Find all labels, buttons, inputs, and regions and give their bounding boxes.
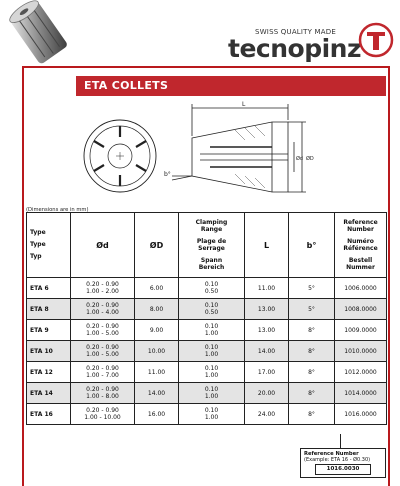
cell-D: 6.00: [135, 278, 179, 299]
tecnopinz-logo-icon: [358, 22, 394, 58]
table-row: [27, 383, 387, 404]
section-title-bar: [76, 76, 386, 96]
collet-side-view: [172, 104, 306, 192]
header-d: Ød: [71, 213, 135, 278]
label-b: b°: [164, 171, 171, 178]
table-header-row: [27, 213, 387, 278]
cell-b: 5°: [289, 278, 335, 299]
label-d: Ød: [296, 156, 304, 162]
cell-clamping-range: 0.10 0.50: [179, 278, 245, 299]
cell-reference: 1008.0000: [335, 299, 387, 320]
table-row: [27, 320, 387, 341]
reference-example-value: 1016.0030: [315, 464, 371, 475]
cell-clamping-range: 0.10 0.50: [179, 299, 245, 320]
cell-b: 8°: [289, 362, 335, 383]
reference-example-title: Reference Number: [304, 451, 359, 457]
cell-reference: 1012.0000: [335, 362, 387, 383]
reference-example-text: (Example: ETA 16 - Ø0.30): [304, 457, 371, 463]
cell-d-range: 0.20 - 0.90 1.00 - 2.00: [71, 278, 135, 299]
cell-clamping-range: 0.10 1.00: [179, 320, 245, 341]
cell-L: 13.00: [245, 320, 289, 341]
cell-D: 10.00: [135, 341, 179, 362]
reference-pointer-line: [340, 434, 341, 448]
collet-spec-table: [26, 212, 387, 425]
cell-type: ETA 8: [27, 299, 71, 320]
cell-L: 11.00: [245, 278, 289, 299]
cell-reference: 1016.0000: [335, 404, 387, 425]
cell-L: 24.00: [245, 404, 289, 425]
cell-b: 5°: [289, 299, 335, 320]
cell-D: 16.00: [135, 404, 179, 425]
cell-d-range: 0.20 - 0.90 1.00 - 8.00: [71, 383, 135, 404]
cell-d-range: 0.20 - 0.90 1.00 - 5.00: [71, 320, 135, 341]
cell-L: 14.00: [245, 341, 289, 362]
table-row: [27, 341, 387, 362]
cell-b: 8°: [289, 320, 335, 341]
cell-type: ETA 12: [27, 362, 71, 383]
cell-type: ETA 10: [27, 341, 71, 362]
cell-reference: 1006.0000: [335, 278, 387, 299]
cell-b: 8°: [289, 404, 335, 425]
cell-reference: 1014.0000: [335, 383, 387, 404]
cell-d-range: 0.20 - 0.90 1.00 - 10.00: [71, 404, 135, 425]
dimensions-note: (Dimensions are in mm): [26, 207, 89, 213]
cell-reference: 1009.0000: [335, 320, 387, 341]
cell-clamping-range: 0.10 1.00: [179, 362, 245, 383]
header-reference-number: Reference Number Numéro Référence Bestell Nummer: [335, 213, 387, 278]
cell-D: 8.00: [135, 299, 179, 320]
cell-L: 20.00: [245, 383, 289, 404]
brand-tagline: SWISS QUALITY MADE: [255, 28, 336, 36]
cell-D: 11.00: [135, 362, 179, 383]
table-row: [27, 404, 387, 425]
table-row: [27, 362, 387, 383]
collet-front-view: [84, 120, 156, 192]
collet-technical-drawing: [60, 100, 360, 208]
cell-b: 8°: [289, 383, 335, 404]
table-row: [27, 299, 387, 320]
cell-d-range: 0.20 - 0.90 1.00 - 4.00: [71, 299, 135, 320]
header-D: ØD: [135, 213, 179, 278]
reference-example-box: [300, 448, 386, 478]
cell-clamping-range: 0.10 1.00: [179, 341, 245, 362]
collet-photo: [8, 0, 70, 66]
cell-reference: 1010.0000: [335, 341, 387, 362]
section-title: ETA COLLETS: [84, 79, 169, 92]
header-L: L: [245, 213, 289, 278]
cell-clamping-range: 0.10 1.00: [179, 383, 245, 404]
label-D: ØD: [306, 156, 314, 162]
header-clamping-range: Clamping Range Plage de Serrage Spann Bereich: [179, 213, 245, 278]
table-row: [27, 278, 387, 299]
cell-b: 8°: [289, 341, 335, 362]
cell-type: ETA 6: [27, 278, 71, 299]
brand-header: [228, 14, 398, 63]
label-L: L: [242, 101, 246, 108]
cell-d-range: 0.20 - 0.90 1.00 - 7.00: [71, 362, 135, 383]
cell-type: ETA 14: [27, 383, 71, 404]
cell-type: ETA 9: [27, 320, 71, 341]
cell-type: ETA 16: [27, 404, 71, 425]
header-b: b°: [289, 213, 335, 278]
cell-D: 14.00: [135, 383, 179, 404]
header-type: Type Type Typ: [27, 213, 71, 278]
brand-name: tecnopinz: [228, 34, 362, 63]
cell-L: 17.00: [245, 362, 289, 383]
cell-L: 13.00: [245, 299, 289, 320]
cell-clamping-range: 0.10 1.00: [179, 404, 245, 425]
cell-D: 9.00: [135, 320, 179, 341]
cell-d-range: 0.20 - 0.90 1.00 - 5.00: [71, 341, 135, 362]
